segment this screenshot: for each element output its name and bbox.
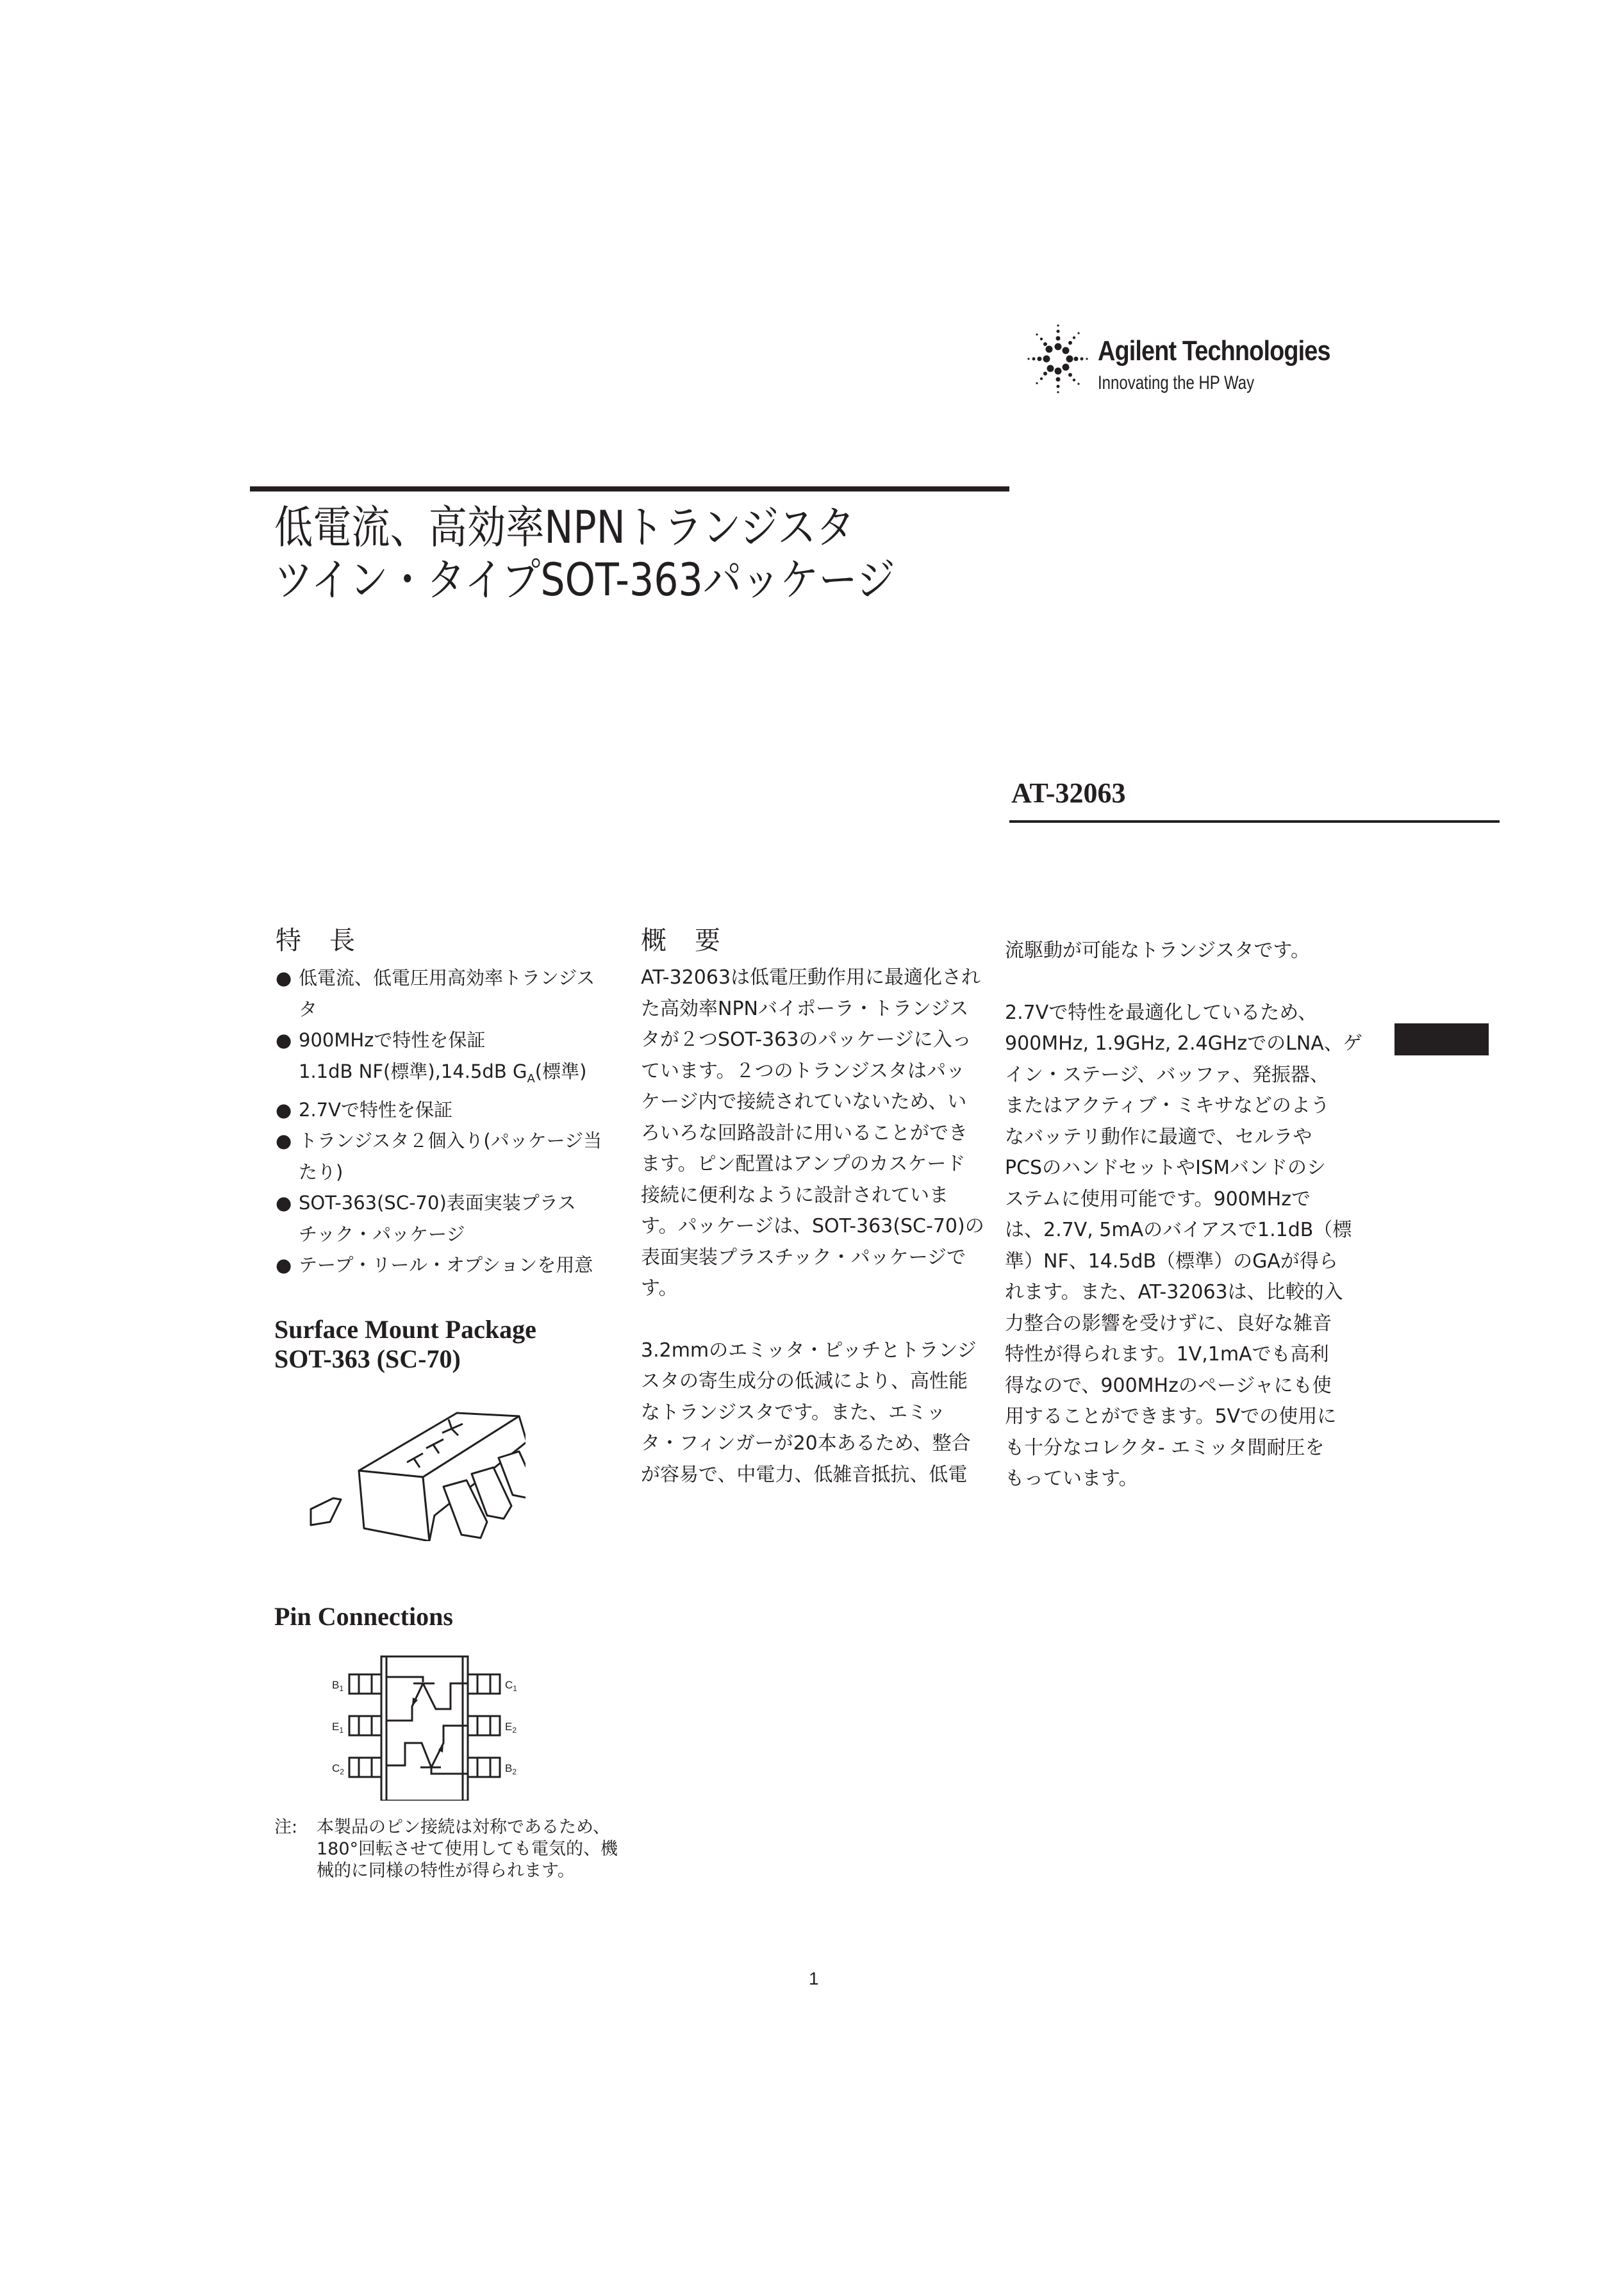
pin-label-b2: $B_2$ (505, 1762, 517, 1776)
text-line: PCSのハンドセットやISMバンドのシ (1005, 1157, 1326, 1179)
bullet-icon: ● (276, 967, 292, 989)
feature-text-part: (標準) (534, 1060, 587, 1082)
company-name: Agilent Technologies (1098, 335, 1330, 367)
paragraph-gap (1005, 967, 1364, 998)
text-line: が容易で、中電力、低雑音抵抗、低電 (641, 1463, 968, 1486)
text-line: 接続に便利なように設計されていま (641, 1184, 948, 1207)
pin-label-e1: $E_1$ (332, 1721, 344, 1735)
bullet-icon: ● (276, 1130, 292, 1152)
text-line: 流駆動が可能なトランジスタです。 (1005, 939, 1310, 962)
feature-item (276, 1250, 634, 1281)
feature-item (276, 1025, 634, 1094)
feature-text: タ (299, 998, 318, 1020)
pin-connections-heading: Pin Connections (274, 1602, 453, 1631)
page-number: 1 (809, 1969, 819, 1988)
feature-text: 2.7Vで特性を保証 (299, 1098, 452, 1121)
text-line: 2.7Vで特性を最適化しているため、 (1005, 1001, 1318, 1024)
pin-label-c2: $C_2$ (332, 1762, 344, 1776)
text-line: AT-32063は低電圧動作用に最適化され (641, 966, 981, 989)
text-line: スタの寄生成分の低減により、高性能 (641, 1370, 968, 1392)
text-line: タが２つSOT-363のパッケージに入っ (641, 1028, 972, 1051)
part-number-rule (1009, 820, 1500, 823)
text-line: た高効率NPNバイポーラ・トランジス (641, 997, 969, 1020)
feature-item (276, 962, 634, 1025)
agilent-logo (1016, 324, 1375, 401)
text-line: 表面実装プラスチック・パッケージで (641, 1246, 966, 1269)
company-tagline: Innovating the HP Way (1098, 372, 1255, 393)
bullet-icon: ● (276, 1192, 292, 1214)
agilent-spark-icon (1016, 324, 1099, 394)
package-heading-line-2: SOT-363 (SC-70) (274, 1344, 461, 1373)
feature-text: 低電流、低電圧用高効率トランジス (299, 967, 595, 989)
note-label: 注: (274, 1817, 298, 1837)
paragraph-gap (641, 1305, 1000, 1335)
package-heading-line-1: Surface Mount Package (274, 1315, 536, 1344)
text-line: 用することができます。5Vでの使用に (1005, 1405, 1337, 1428)
overview-heading: 概 要 (641, 926, 722, 955)
text-line: ろいろな回路設計に用いることができ (641, 1121, 968, 1144)
sot363-package-drawing (295, 1403, 525, 1541)
overview-continued (1005, 936, 1364, 1495)
text-line: 3.2mmのエミッタ・ピッチとトランジ (641, 1339, 977, 1362)
text-line: イン・ステージ、バッファ、発振器、 (1005, 1063, 1329, 1086)
text-line: す。パッケージは、SOT-363(SC-70)の (641, 1215, 984, 1237)
note-body (317, 1817, 618, 1882)
feature-text: たり) (299, 1160, 343, 1183)
text-line: 900MHz, 1.9GHz, 2.4GHzでのLNA、ゲ (1005, 1032, 1362, 1055)
text-line: もっています。 (1005, 1467, 1138, 1490)
page-title (274, 501, 895, 606)
text-line: 準）NF、14.5dB（標準）のGAが得ら (1005, 1250, 1338, 1273)
feature-text: チック・パッケージ (299, 1223, 465, 1245)
feature-text (299, 1056, 634, 1094)
note-line: 械的に同様の特性が得られます。 (317, 1861, 575, 1881)
bullet-icon: ● (276, 1098, 292, 1121)
text-line: ケージ内で接続されていないため、い (641, 1091, 967, 1113)
pin-label-b1: $B_1$ (332, 1679, 344, 1693)
text-line: 力整合の影響を受けずに、良好な雑音 (1005, 1312, 1332, 1335)
text-line: なトランジスタです。また、エミッ (641, 1401, 946, 1424)
text-line: タ・フィンガーが20本あるため、整合 (641, 1432, 971, 1455)
title-rule (250, 486, 1009, 491)
section-tab-marker (1394, 1023, 1489, 1055)
feature-item (276, 1125, 634, 1187)
feature-text: テープ・リール・オプションを用意 (299, 1254, 593, 1276)
bullet-icon: ● (276, 1254, 292, 1276)
feature-text: SOT-363(SC-70)表面実装プラス (299, 1192, 576, 1214)
pin-label-e2: $E_2$ (505, 1721, 517, 1735)
text-line: 特性が得られます。1V,1mAでも高利 (1005, 1343, 1329, 1366)
feature-item (276, 1094, 634, 1126)
text-line: す。 (641, 1277, 678, 1300)
text-line: れます。また、AT-32063は、比較的入 (1005, 1281, 1343, 1303)
features-heading: 特 長 (276, 926, 356, 955)
note-line: 180°回転させて使用しても電気的、機 (317, 1839, 618, 1859)
text-line: 得なので、900MHzのページャにも使 (1005, 1374, 1332, 1397)
bullet-icon: ● (276, 1029, 292, 1051)
overview-body (641, 962, 1000, 1491)
pin-label-c1: $C_1$ (505, 1679, 517, 1693)
feature-item (276, 1187, 634, 1250)
feature-text: トランジスタ２個入り(パッケージ当 (299, 1130, 602, 1152)
feature-text: 900MHzで特性を保証 (299, 1029, 486, 1051)
pin-connection-diagram (295, 1650, 525, 1801)
text-line: またはアクティブ・ミキサなどのよう (1005, 1094, 1330, 1117)
text-line: なバッテリ動作に最適で、セルラや (1005, 1125, 1312, 1148)
overview-section (641, 923, 1000, 1491)
title-line-2: ツイン・タイプSOT-363パッケージ (274, 554, 895, 606)
part-number: AT-32063 (1011, 777, 1126, 809)
title-line-1: 低電流、高効率NPNトランジスタ (274, 501, 855, 554)
text-line: ます。ピン配置はアンプのカスケード (641, 1153, 966, 1175)
features-section (276, 923, 634, 1281)
text-line: は、2.7V, 5mAのバイアスで1.1dB（標 (1005, 1219, 1352, 1241)
text-line: も十分なコレクタ- エミッタ間耐圧を (1005, 1436, 1325, 1459)
note-line: 本製品のピン接続は対称であるため、 (317, 1817, 610, 1837)
subscript-a: A (527, 1071, 535, 1086)
text-line: ています。２つのトランジスタはパッ (641, 1059, 965, 1082)
text-line: ステムに使用可能です。900MHzで (1005, 1187, 1311, 1210)
feature-text-part: 1.1dB NF(標準),14.5dB G (299, 1060, 527, 1082)
package-heading (274, 1315, 536, 1374)
